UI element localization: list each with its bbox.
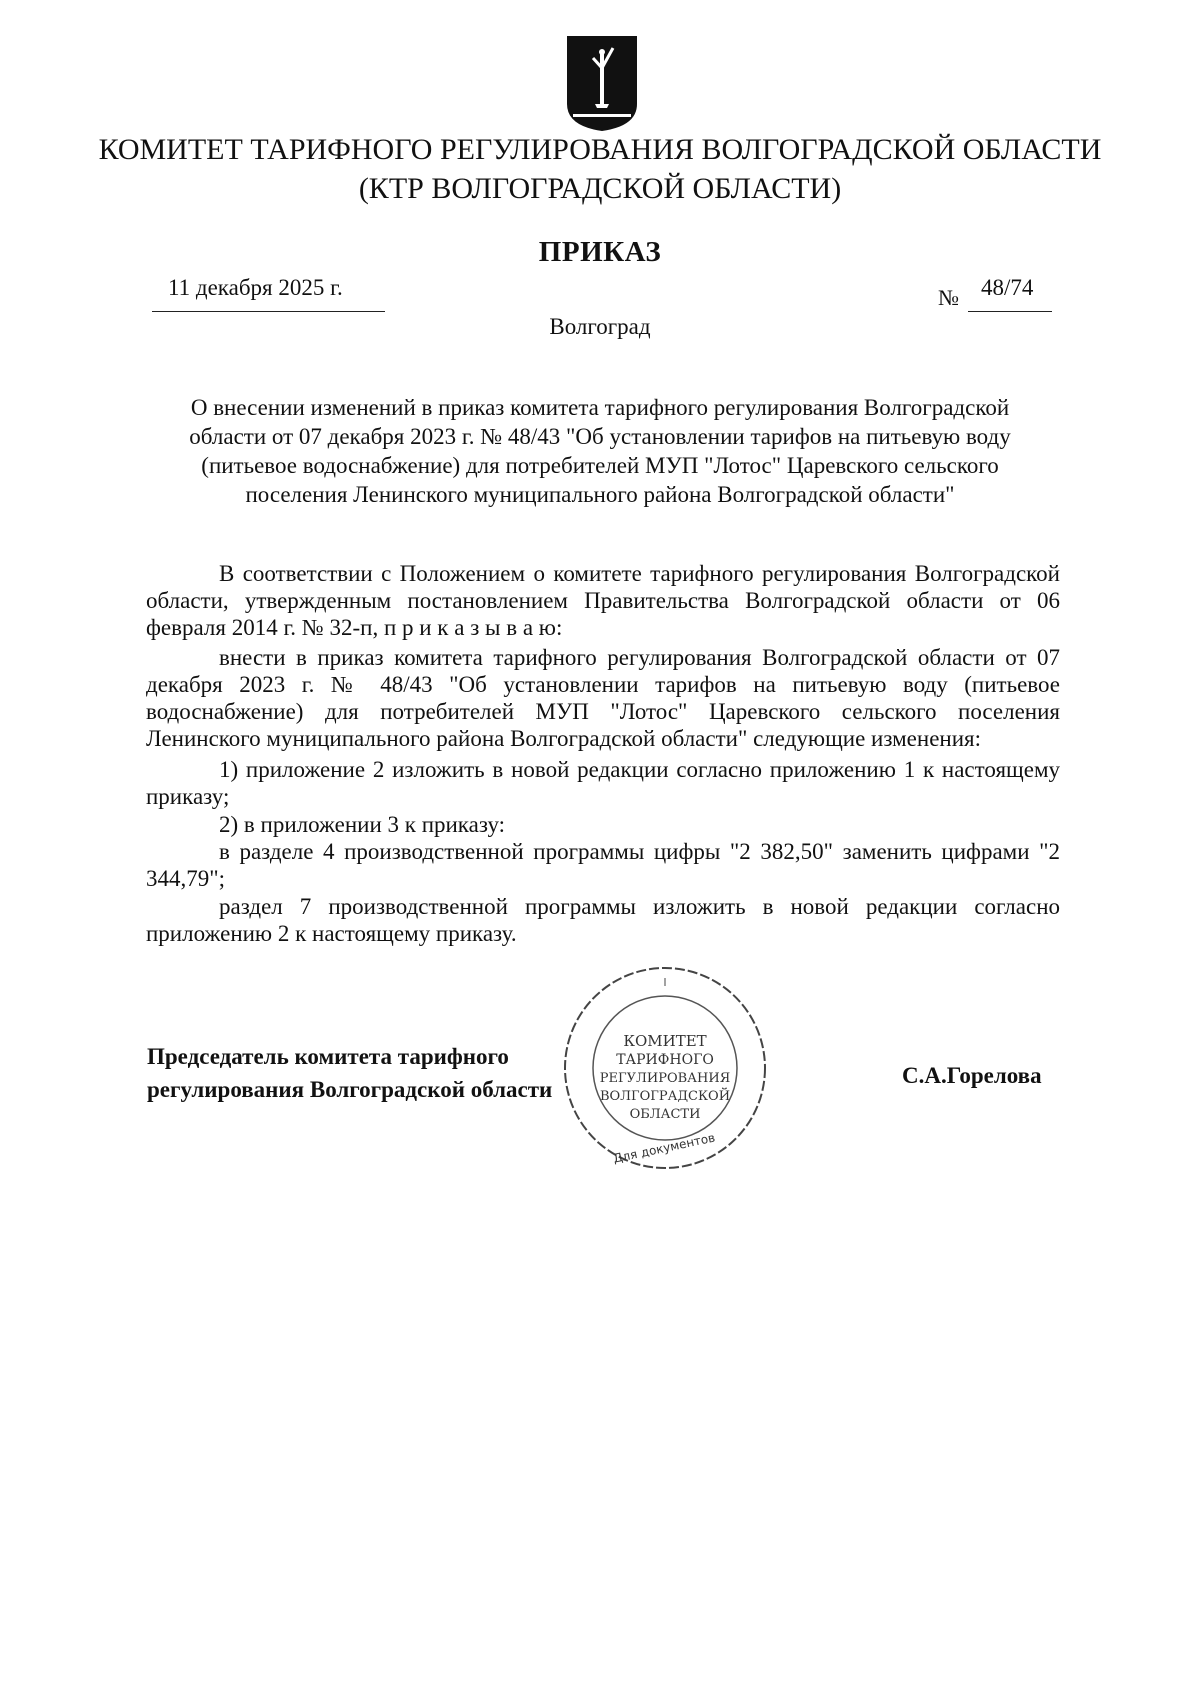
svg-text:ТАРИФНОГО: ТАРИФНОГО (616, 1052, 714, 1068)
svg-text:РЕГУЛИРОВАНИЯ: РЕГУЛИРОВАНИЯ (599, 1071, 731, 1086)
volgograd-coat-of-arms-icon (565, 34, 639, 132)
svg-text:Для документов: Для документов (611, 1130, 717, 1166)
svg-text:КОМИТЕТ: КОМИТЕТ (623, 1032, 707, 1050)
org-name-line1: КОМИТЕТ ТАРИФНОГО РЕГУЛИРОВАНИЯ ВОЛГОГРАДСКОЙ ОБЛАСТИ (98, 133, 1102, 166)
body-item-2-a: в разделе 4 производственной программы цифры "2 382,50" заменить цифрами "2 344,79"; (146, 839, 1060, 891)
body-paragraph-order: внести в приказ комитета тарифного регулирования Волгоградской области от 07 декабря 2023 г. № 48/43 "Об установлении тарифов на питьевую воду (питьевое водоснабжение) для потребителей МУП "Лотос" Царевского сельского поселения Ленинского муниципального района Волгоградской области" следующие изменения: (146, 645, 1060, 751)
signatory-name: С.А.Горелова (902, 1063, 1042, 1088)
signatory-position-line1: Председатель комитета тарифного (147, 1044, 509, 1069)
body-item-2-b: раздел 7 производственной программы изложить в новой редакции согласно приложению 2 к настоящему приказу. (146, 894, 1060, 946)
document-type: ПРИКАЗ (538, 236, 662, 268)
org-name-line2: (КТР ВОЛГОГРАДСКОЙ ОБЛАСТИ) (358, 172, 842, 205)
number-sign: № (938, 285, 959, 310)
body-item-1: 1) приложение 2 изложить в новой редакции согласно приложению 1 к настоящему приказу; (146, 757, 1060, 809)
date-underline (152, 311, 385, 312)
document-subject: О внесении изменений в приказ комитета тарифного регулирования Волгоградской области от 07 декабря 2023 г. № 48/43 "Об установлении тарифов на питьевую воду (питьевое водоснабжение) для потребителей МУП "Лотос" Царевского сельского поселения Ленинского муниципального района Волгоградской области" (189, 395, 1011, 507)
signatory-position-line2: регулирования Волгоградской области (147, 1077, 553, 1102)
document-city: Волгоград (549, 314, 651, 339)
svg-text:ОБЛАСТИ: ОБЛАСТИ (629, 1107, 701, 1122)
document-number: 48/74 (981, 275, 1034, 300)
body-item-2: 2) в приложении 3 к приказу: (219, 812, 506, 837)
svg-text:ВОЛГОГРАДСКОЙ: ВОЛГОГРАДСКОЙ (599, 1089, 731, 1104)
signatory-position (147, 1040, 552, 1106)
number-underline (968, 311, 1052, 312)
document-date: 11 декабря 2025 г. (168, 275, 343, 300)
official-stamp (555, 958, 775, 1178)
body-paragraph-preamble: В соответствии с Положением о комитете тарифного регулирования Волгоградской области, утвержденным постановлением Правительства Волгоградской области от 06 февраля 2014 г. № 32-п, п р и к а з ы в а ю: (146, 561, 1060, 640)
